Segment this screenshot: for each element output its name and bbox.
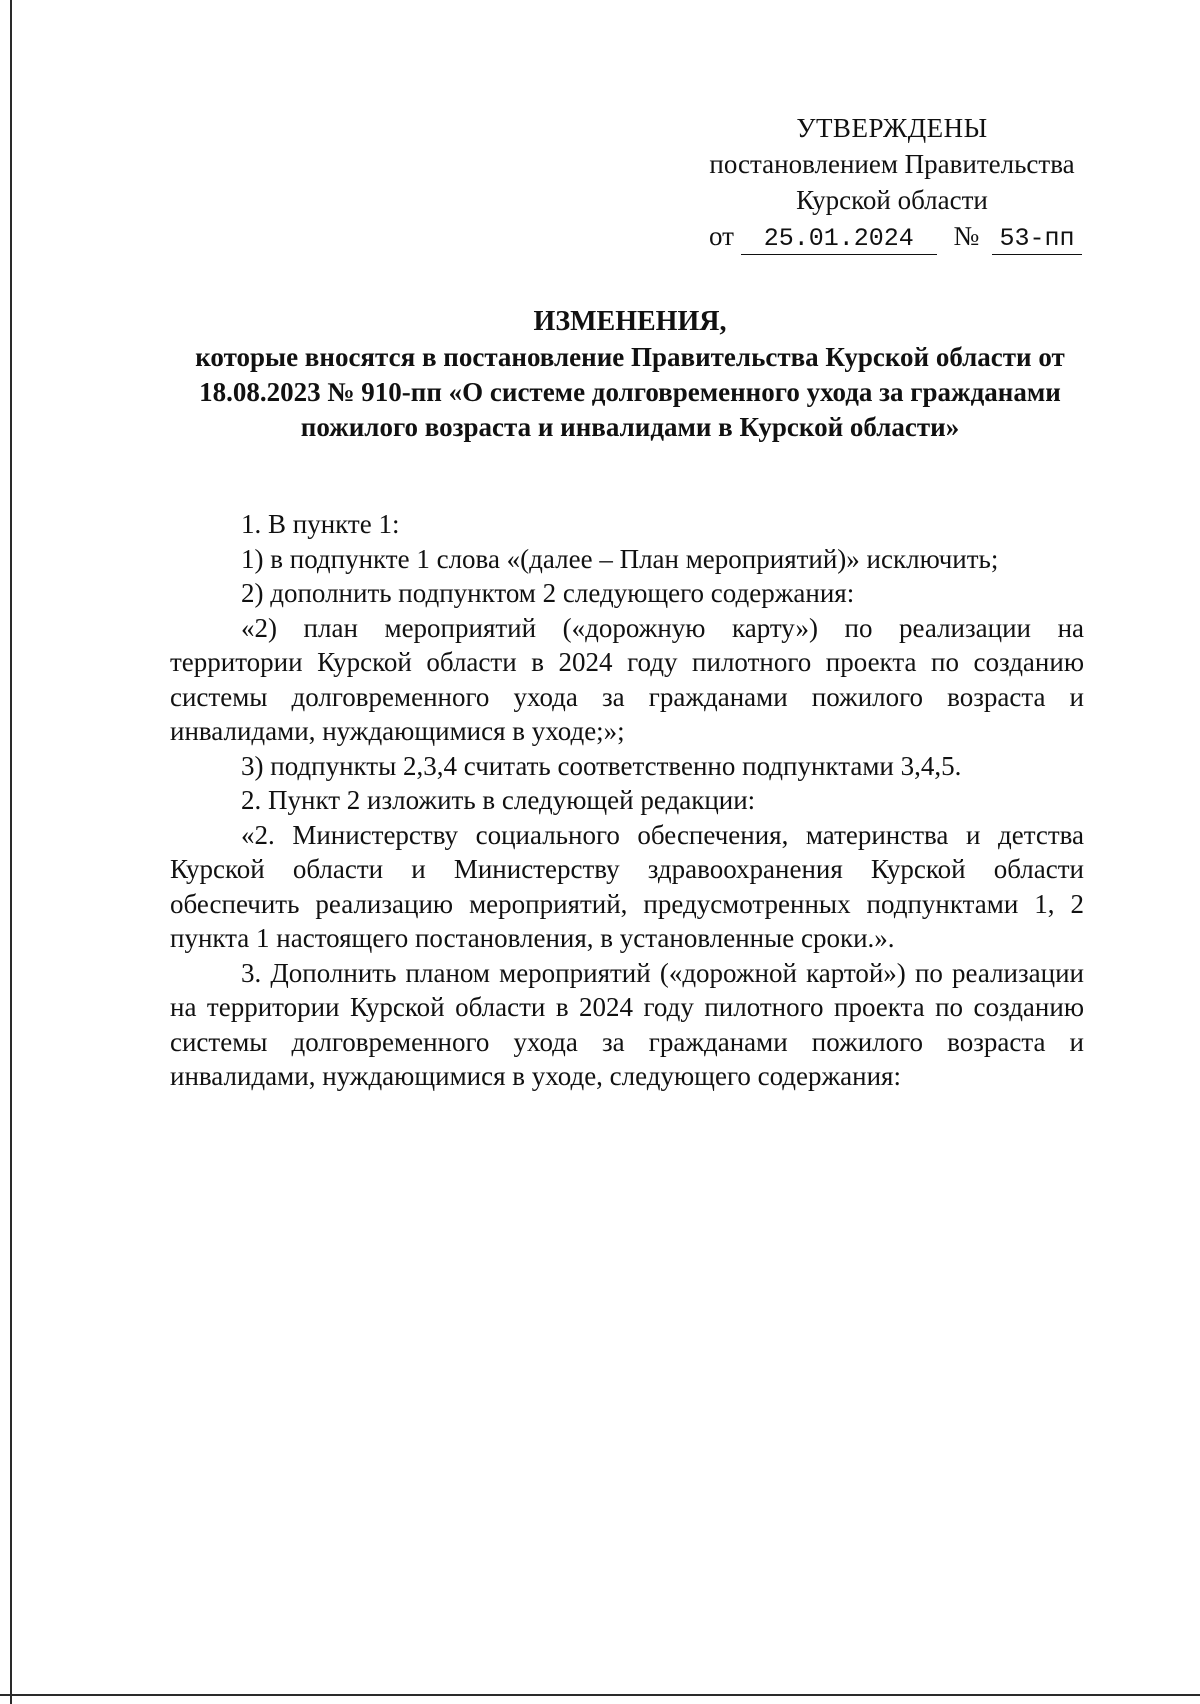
approval-date-line (696, 218, 1088, 255)
paragraph-2: 1) в подпункте 1 слова «(далее – План мероприятий)» исключить; (241, 543, 999, 574)
approval-date: 25.01.2024 (741, 224, 937, 255)
approval-block (696, 110, 1088, 255)
approval-number: 53-пп (992, 224, 1082, 255)
paragraph-4: «2) план мероприятий («дорожную карту») по реализации на территории Курской области в 2024 году пилотного проекта по созданию системы долговременного ухода за гражданами пожилого возраста и инвалидами, нуждающимися в уходе;»; (170, 612, 1084, 746)
title-main: ИЗМЕНЕНИЯ, (533, 306, 727, 337)
paragraph-8: 3. Дополнить планом мероприятий («дорожной картой») по реализации на территории Курской области в 2024 году пилотного проекта по созданию системы долговременного ухода за гражданами пожилого возраста и инвалидами, нуждающимися в уходе, следующего содержания: (170, 957, 1084, 1091)
number-label: № (953, 221, 980, 251)
approval-heading: УТВЕРЖДЕНЫ (796, 113, 988, 143)
title-subtitle: которые вносятся в постановление Правительства Курской области от 18.08.2023 № 910-пп «О системе долговременного ухода за гражданами пожилого возраста и инвалидами в Курской области» (195, 342, 1065, 442)
approval-line-2: Курской области (796, 185, 988, 215)
paragraph-1: 1. В пункте 1: (241, 509, 400, 539)
paragraph-6: 2. Пункт 2 изложить в следующей редакции: (241, 785, 756, 815)
paragraph-5: 3) подпункты 2,3,4 считать соответственно подпунктами 3,4,5. (241, 750, 962, 781)
paragraph-3: 2) дополнить подпунктом 2 следующего содержания: (241, 578, 855, 608)
scan-border-bottom (0, 1694, 1200, 1696)
scan-border-left (10, 0, 12, 1704)
document-title (160, 304, 1100, 445)
document-body (170, 507, 1084, 1094)
date-prefix: от (709, 221, 734, 251)
approval-line-1: постановлением Правительства (709, 149, 1075, 179)
paragraph-7: «2. Министерству социального обеспечения, материнства и детства Курской области и Министерству здравоохранения Курской области обеспечить реализацию мероприятий, предусмотренных подпунктами 1, 2 пункта 1 настоящего постановления, в установленные сроки.». (170, 819, 1084, 953)
